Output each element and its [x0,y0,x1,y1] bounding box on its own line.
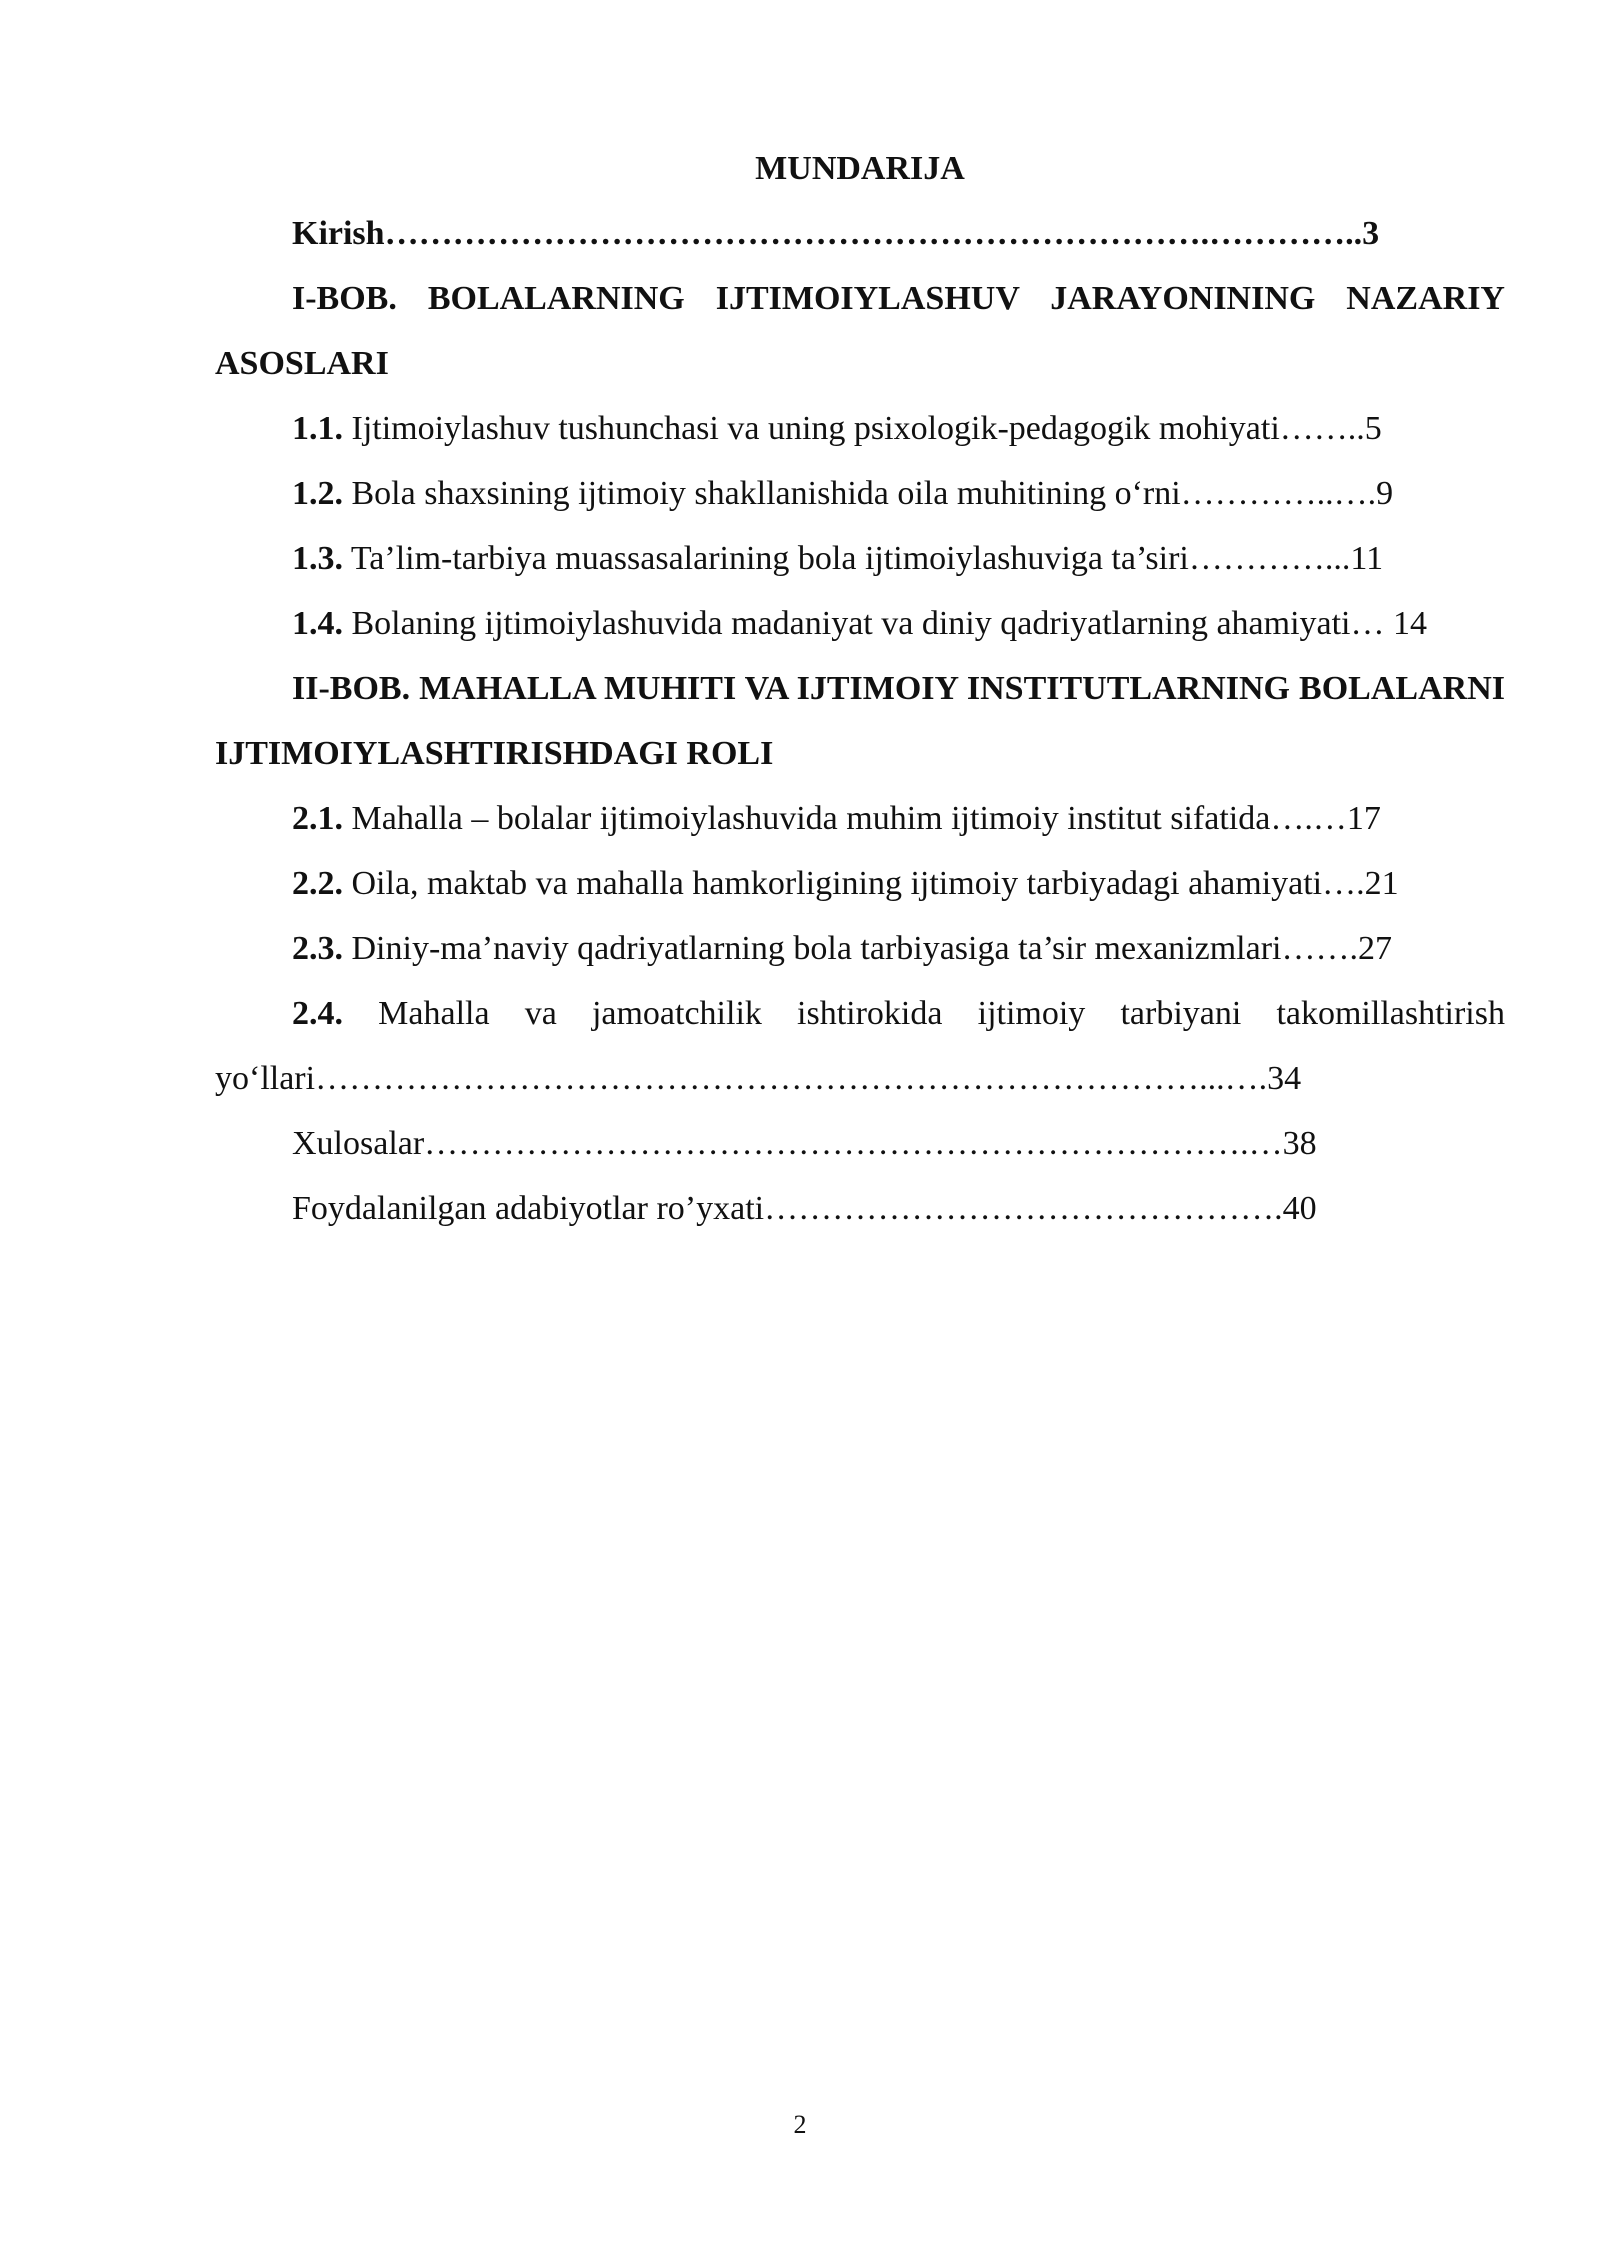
toc-entry-1-4 [215,591,1505,656]
toc-entry-number: 2.3. [292,930,343,967]
toc-entry-number: 2.2. [292,865,343,902]
toc-entry-xulosalar: Xulosalar……………………………………………………………….…38 [292,1125,1317,1162]
toc-chapter-1: I-BOB. BOLALARNING IJTIMOIYLASHUV JARAYONINING NAZARIY ASOSLARI [215,280,1505,382]
toc-entry-adabiyotlar: Foydalanilgan adabiyotlar ro’yxati……………………………………….40 [292,1190,1317,1227]
toc-entry-kirish: Kirish……………………………………………………………….…………..3 [292,215,1380,252]
toc-entry-text: Ta’lim-tarbiya muassasalarining bola ijtimoiylashuviga ta’siri…………...11 [343,540,1384,577]
toc-entry-2-2 [215,851,1505,916]
toc-entry-2-1 [215,786,1505,851]
toc-entry-2-4 [215,981,1505,1111]
table-of-contents [215,136,1505,1241]
toc-entry-number: 1.1. [292,410,343,447]
toc-entry-number: 2.4. [292,995,343,1032]
toc-entry-text: Bolaning ijtimoiylashuvida madaniyat va diniy qadriyatlarning ahamiyati… 14 [343,605,1427,642]
toc-entry-text: Mahalla – bolalar ijtimoiylashuvida muhim ijtimoiy institut sifatida….…17 [343,800,1381,837]
toc-entry-text: Diniy-ma’naviy qadriyatlarning bola tarbiyasiga ta’sir mexanizmlari…….27 [343,930,1392,967]
toc-entry-number: 1.2. [292,475,343,512]
toc-entry-1-3 [215,526,1505,591]
toc-entry-number: 1.4. [292,605,343,642]
page-number: 2 [793,2110,807,2139]
toc-entry-number: 2.1. [292,800,343,837]
toc-entry-text: Mahalla va jamoatchilik ishtirokida ijtimoiy tarbiyani takomillashtirish yo‘llari……………………………………………………………………...….34 [215,995,1505,1097]
toc-entry-2-3 [215,916,1505,981]
toc-entry-text: Oila, maktab va mahalla hamkorligining ijtimoiy tarbiyadagi ahamiyati….21 [343,865,1399,902]
toc-entry-number: 1.3. [292,540,343,577]
toc-entry-1-1 [215,396,1505,461]
toc-chapter-2: II-BOB. MAHALLA MUHITI VA IJTIMOIY INSTITUTLARNING BOLALARNI IJTIMOIYLASHTIRISHDAGI ROLI [215,670,1505,772]
toc-entry-1-2 [215,461,1505,526]
toc-entry-text: Ijtimoiylashuv tushunchasi va uning psixologik-pedagogik mohiyati……..5 [343,410,1382,447]
toc-entry-text: Bola shaxsining ijtimoiy shakllanishida oila muhitining o‘rni…………..….9 [343,475,1394,512]
toc-title: MUNDARIJA [755,150,965,187]
